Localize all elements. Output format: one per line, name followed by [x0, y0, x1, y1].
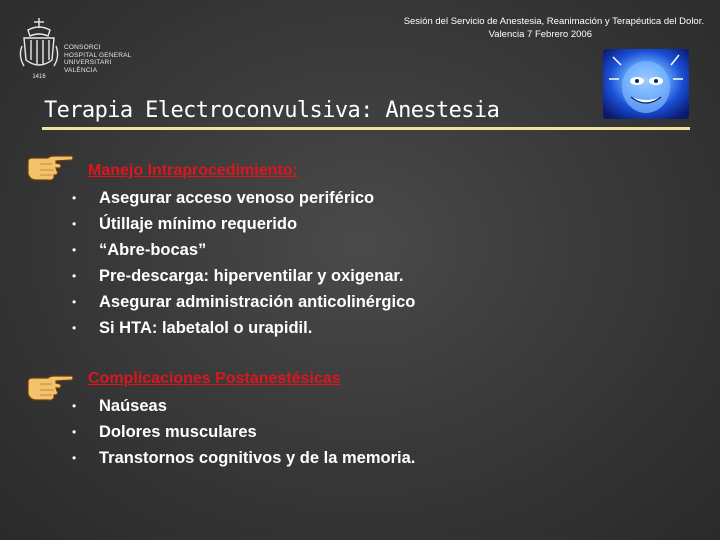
session-date: Valencia 7 Febrero 2006 [488, 29, 592, 40]
logo-year: 1416 [32, 74, 46, 80]
list-item: • Transtornos cognitivos y de la memoria. [72, 449, 416, 467]
list-item-text: Asegurar administración anticolinérgico [99, 293, 416, 311]
list-item: • Dolores musculares [72, 423, 257, 441]
list-item-text: Asegurar acceso venoso periférico [99, 189, 375, 207]
list-item-text: Pre-descarga: hiperventilar y oxigenar. [99, 267, 404, 285]
logo-line: UNIVERSITARI [64, 59, 112, 67]
session-title: Sesión del Servicio de Anestesia, Reanimación y Terapéutica del Dolor. [403, 16, 704, 27]
bullet-list [68, 393, 415, 471]
list-item-text: Naúseas [99, 397, 167, 415]
list-item: • Asegurar administración anticolinérgico [72, 293, 416, 311]
bullet-list [68, 185, 415, 341]
list-item: • Pre-descarga: hiperventilar y oxigenar. [72, 267, 404, 285]
logo-line: VALÈNCIA [64, 66, 98, 74]
logo-text [64, 44, 132, 74]
pointing-hand-icon [26, 152, 74, 182]
section-heading: Complicaciones Postanestésicas [88, 370, 341, 387]
list-item-text: Transtornos cognitivos y de la memoria. [99, 449, 416, 467]
logo-line: CONSORCI [64, 44, 101, 51]
list-item-text: Dolores musculares [99, 423, 257, 441]
slide-title: Terapia Electroconvulsiva: Anestesia [44, 98, 500, 123]
list-item: • Asegurar acceso venoso periférico [72, 189, 375, 207]
hospital-crest-icon [18, 16, 60, 82]
list-item-text: Útillaje mínimo requerido [99, 215, 298, 233]
list-item: • Si HTA: labetalol o urapidil. [72, 319, 313, 337]
title-underline [42, 127, 690, 130]
logo-line: HOSPITAL GENERAL [64, 51, 132, 59]
list-item: • “Abre-bocas” [72, 241, 207, 259]
list-item: • Útillaje mínimo requerido [72, 215, 298, 233]
pointing-hand-icon [26, 372, 74, 402]
hospital-logo [18, 16, 148, 82]
section-heading: Manejo Intraprocedimiento: [88, 162, 298, 179]
list-item-text: Si HTA: labetalol o urapidil. [99, 319, 313, 337]
electroconvulsive-face-image [603, 49, 689, 119]
session-header [284, 15, 704, 41]
list-item-text: “Abre-bocas” [99, 241, 207, 259]
list-item: • Naúseas [72, 397, 167, 415]
